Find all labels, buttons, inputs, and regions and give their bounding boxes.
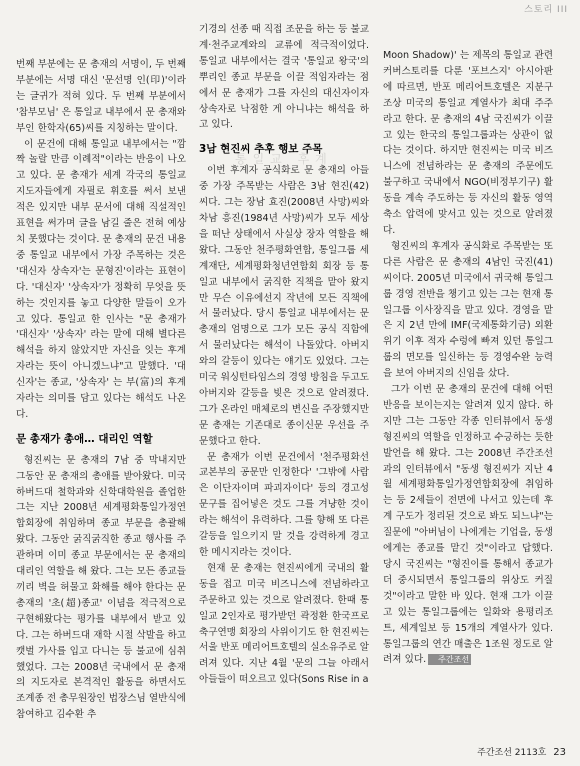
watermark-text: 통일교 후계: [235, 152, 333, 166]
col3-paragraph-1: Moon Shadow)' 는 제목의 통일교 관련 커버스토리를 다룬 '포브스지' 아시아판에 따르면, 반포 메리어트호텔은 지분구조상 미국의 통일교 계열사가 최대 주주라고 한다. 문 총재의 4남 국진씨가 이끌고 있는 한국의 통일그룹과는 상관이 없다는 것이다. 하지만 현진씨는 미국 비즈니스에 전념하라는 문 총재의 주문에도 불구하고 국내에서 NGO(비정부기구) 활동을 계속 주도하는 등 자신의 활동 영역 축소 압력에 맞서고 있는 것으로 알려졌다.: [383, 50, 553, 236]
page-footer: [477, 745, 566, 758]
col2-paragraph-3: 문 총재가 이번 문건에서 '천주평화선교본부의 공문만 인정한다' '그밖에 사람은 이단자이며 파괴자이다' 등의 경고성 문구를 집어넣은 것도 그를 겨냥한 것이라는 해석이 유력하다. 그를 향해 또 다른 갈등을 일으키지 말 것을 강력하게 경고한 메시지라는 것이다.: [199, 451, 369, 558]
col3-paragraph-2: 형진씨의 후계자 공식화로 주목받는 또 다른 사람은 문 총재의 4남인 국진(41)씨이다. 2005년 미국에서 귀국해 통일그룹 경영 전반을 챙기고 있는 그는 현재 통일그룹 이사장직을 맡고 있다. 경영을 맡은 지 2년 만에 IMF(국제통화기금) 외환위기 이후 적자 수렁에 빠져 있던 통일그룹의 면모를 일신하는 등 경영수완 능력을 보여 아버지의 신임을 샀다.: [383, 240, 553, 380]
section-header-mark: 스토리 III: [524, 5, 568, 15]
col2-paragraph-2: 이번 후계자 공식화로 문 총재의 아들 중 가장 주목받는 사람은 3남 현진(42)씨다. 그는 장남 효진(2008년 사망)씨와 차남 흥진(1984년 사망)씨가 모두 세상을 떠난 상태에서 사실상 장자 역할을 해 왔다. 그동안 천주평화연합, 통일그룹 세계재단, 세계평화청년연합회 회장 등 통일교 내부에서 굵직한 직책을 맡아 왔지만 무슨 이유에선지 작년에 모든 직책에서 물러났다. 당시 통일교 내부에서는 문 총재의 엄명으로 그가 모든 공식 직함에서 물러났다는 해석이 나돌았다. 아버지와의 갈등이 있다는 얘기도 있었다. 그는 미국 워싱턴타임스의 경영 방침을 두고도 아버지와 갈등을 빚은 것으로 알려졌다. 그가 온라인 매체로의 변신을 주장했지만 문 총재는 기존대로 종이신문 우선을 주문했다고 한다.: [199, 165, 369, 447]
byline-tag: 주간조선: [428, 654, 471, 665]
col2-subheading: 3남 현진씨 추후 행보 주목: [199, 143, 323, 156]
col2-paragraph-4: 현재 문 총재는 현진씨에게 국내의 활동을 접고 미국 비즈니스에 전념하라고 주문하고 있는 것으로 알려졌다. 한때 통일교 2인자로 평가받던 곽정환 한국프로축구연맹 회장의 사위이기도 한 현진씨는 서울 반포 메리어트호텔의 실소유주로 알려져 있다. 지난 4월 '문의 그늘 아래서 아들들이 떠오르고 있다(Sons Rise in a: [199, 562, 369, 686]
column-2: [199, 22, 369, 688]
col1-paragraph-2: 이 문건에 대해 통일교 내부에서는 "깜짝 놀랄 만큼 이례적"이라는 반응이 나오고 있다. 문 총재가 세계 각국의 통일교 지도자들에게 자필로 휘호를 써서 보낸 적은 있지만 내부 문서에 대해 직설적인 표현을 써가며 글을 남길 줄은 전혀 예상치 못했다는 것이다. 문 총재의 문건 내용 중 통일교 내부에서 가장 주목하는 것은 '대신자 상속자'는 문형진'이라는 표현이다. '대신자' '상속자'가 정확히 무엇을 뜻하는 것인지를 놓고 다양한 말들이 오가고 있다. 통일교 한 인사는 "문 총재가 '대신자' '상속자' 라는 말에 대해 별다른 해석을 하지 않았지만 자신을 잇는 후계자라는 뜻이 아니겠느냐"고 말했다. '대신자'는 종교, '상속자' 는 부(富)의 후계자라는 의미를 담고 있다는 해석도 나온다.: [16, 138, 186, 420]
col1-subheading: 문 총재가 총애… 대리인 역할: [16, 432, 153, 445]
col2-paragraph-1: 기경의 선종 때 직접 조문을 하는 등 불교계·천주교계와의 교류에 적극적이었다. 통일교 내부에서는 결국 '통일교 왕국'의 뿌리인 종교 부문을 이끌 적임자라는 점에서 문 총재가 그를 자신의 대신자이자 상속자로 낙점한 게 아니냐는 해석을 하고 있다.: [199, 24, 369, 131]
col1-paragraph-1: 번째 부분에는 문 총재의 서명이, 두 번째 부분에는 서명 대신 '문선명 인(印)'이라는 글귀가 적혀 있다. 두 번째 부분에서 '참부모님' 은 통일교 내부에서 문 총재와 부인 한학자(65)씨를 지칭하는 말이다.: [16, 59, 186, 134]
column-3: [383, 48, 553, 668]
col3-paragraph-3-text: 그가 이번 문 총재의 문건에 대해 어떤 반응을 보이는지는 알려져 있지 않다. 하지만 그는 그동안 각종 인터뷰에서 동생 형진씨의 역할을 인정하고 수긍하는 듯한 발언을 해 왔다. 그는 2008년 주간조선과의 인터뷰에서 "동생 형진씨가 지난 4월 세계평화통일가정연합회장에 취임하는 등 2세들이 전면에 나서고 있는데 후계 구도가 정리된 것으로 봐도 되느냐"는 질문에 "아버님이 나에게는 기업을, 동생에게는 종교를 맡긴 것"이라고 답했다. 당시 국진씨는 "형진이를 통해서 종교가 더 중시되면서 통일그룹의 위상도 커질 것"이라고 말한 바 있다. 현재 그가 이끌고 있는 통일그룹에는 일화와 용평리조트, 세계일보 등 15개의 계열사가 있다. 통일그룹의 연간 매출은 1조원 정도로 알려져 있다.: [383, 384, 553, 666]
col3-paragraph-3: [383, 382, 553, 668]
page-number: 23: [553, 747, 566, 758]
column-1: [16, 57, 186, 723]
magazine-issue: 주간조선 2113호: [477, 748, 547, 758]
col1-paragraph-3: 형진씨는 문 총재의 7남 중 막내지만 그동안 문 총재의 총애를 받아왔다. 미국 하버드대 철학과와 신학대학원을 졸업한 그는 지난 2008년 세계평화통일가정연합회장에 취임하며 종교 부문을 총괄해 왔다. 그동안 굵직굵직한 종교 행사를 주관하며 이미 종교 부문에서는 문 총재의 대리인 역할을 해 왔다. 그는 모든 종교들끼리 벽을 허물고 화해를 해야 한다는 문 총재의 '초(超)종교' 이념을 적극적으로 구현해왔다는 평가를 내부에서 받고 있다. 그는 하버드대 재학 시절 삭발을 하고 캣벌 가사를 입고 다니는 등 불교에 심취했었다. 그는 2008년 국내에서 문 총재의 지도자로 본격적인 활동을 하면서도 조계종 전 총무원장인 법장스님 열반식에 참여하고 김수환 추: [16, 454, 186, 721]
